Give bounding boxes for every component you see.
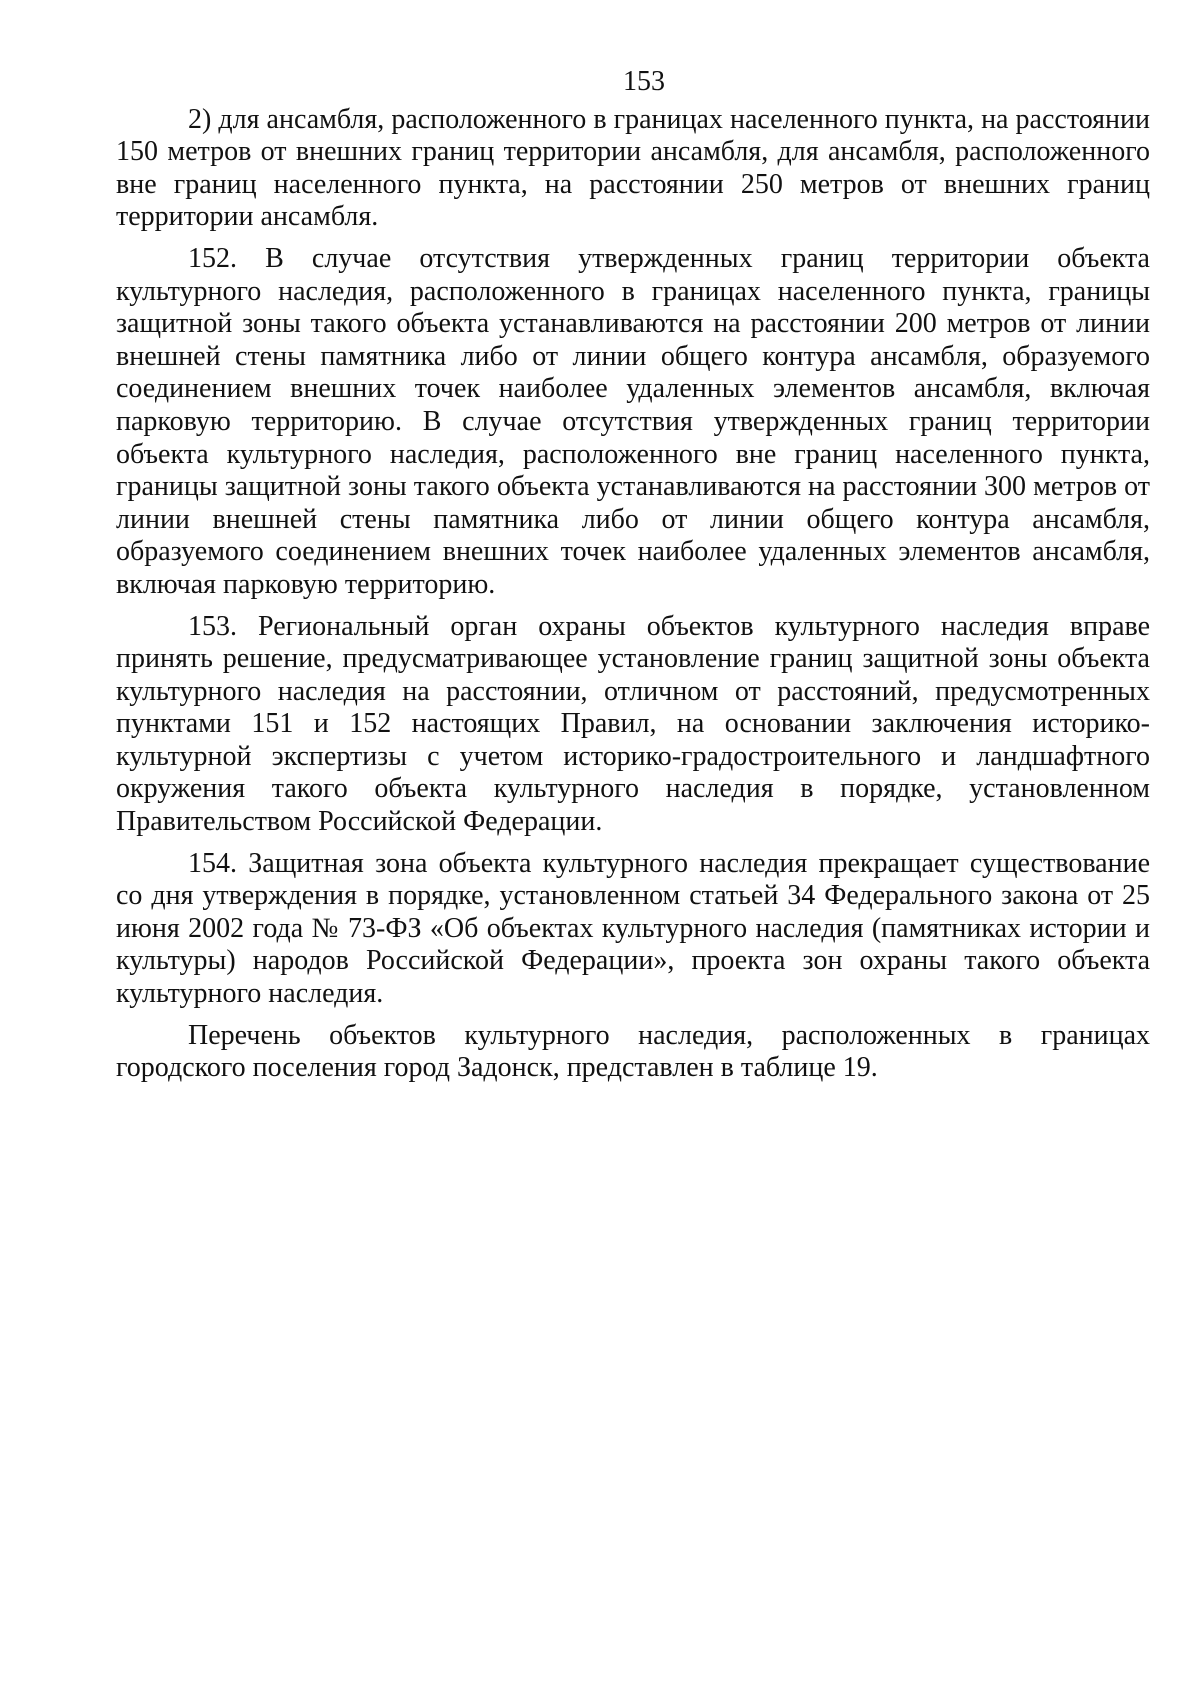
document-page bbox=[116, 66, 1150, 1085]
paragraph-ensemble-distance: 2) для ансамбля, расположенного в границах населенного пункта, на расстоянии 150 метров от внешних границ территории ансамбля, для ансамбля, расположенного вне границ населенного пункта, на расстоянии 250 метров от внешних границ территории ансамбля. bbox=[116, 103, 1150, 233]
paragraph-153: 153. Региональный орган охраны объектов культурного наследия вправе принять решение, предусматривающее установление границ защитной зоны объекта культурного наследия на расстоянии, отличном от расстояний, предусмотренных пунктами 151 и 152 настоящих Правил, на основании заключения историко-культурной экспертизы с учетом историко-градостроительного и ландшафтного окружения такого объекта культурного наследия в порядке, установленном Правительством Российской Федерации. bbox=[116, 610, 1150, 838]
paragraph-heritage-list: Перечень объектов культурного наследия, расположенных в границах городского поселения город Задонск, представлен в таблице 19. bbox=[116, 1019, 1150, 1084]
page-number: 153 bbox=[623, 66, 665, 97]
paragraph-152: 152. В случае отсутствия утвержденных границ территории объекта культурного наследия, расположенного в границах населенного пункта, границы защитной зоны такого объекта устанавливаются на расстоянии 200 метров от линии внешней стены памятника либо от линии общего контура ансамбля, образуемого соединением внешних точек наиболее удаленных элементов ансамбля, включая парковую территорию. В случае отсутствия утвержденных границ территории объекта культурного наследия, расположенного вне границ населенного пункта, границы защитной зоны такого объекта устанавливаются на расстоянии 300 метров от линии внешней стены памятника либо от линии общего контура ансамбля, образуемого соединением внешних точек наиболее удаленных элементов ансамбля, включая парковую территорию. bbox=[116, 242, 1150, 600]
paragraph-154: 154. Защитная зона объекта культурного наследия прекращает существование со дня утверждения в порядке, установленном статьей 34 Федерального закона от 25 июня 2002 года № 73-ФЗ «Об объектах культурного наследия (памятниках истории и культуры) народов Российской Федерации», проекта зон охраны такого объекта культурного наследия. bbox=[116, 847, 1150, 1010]
